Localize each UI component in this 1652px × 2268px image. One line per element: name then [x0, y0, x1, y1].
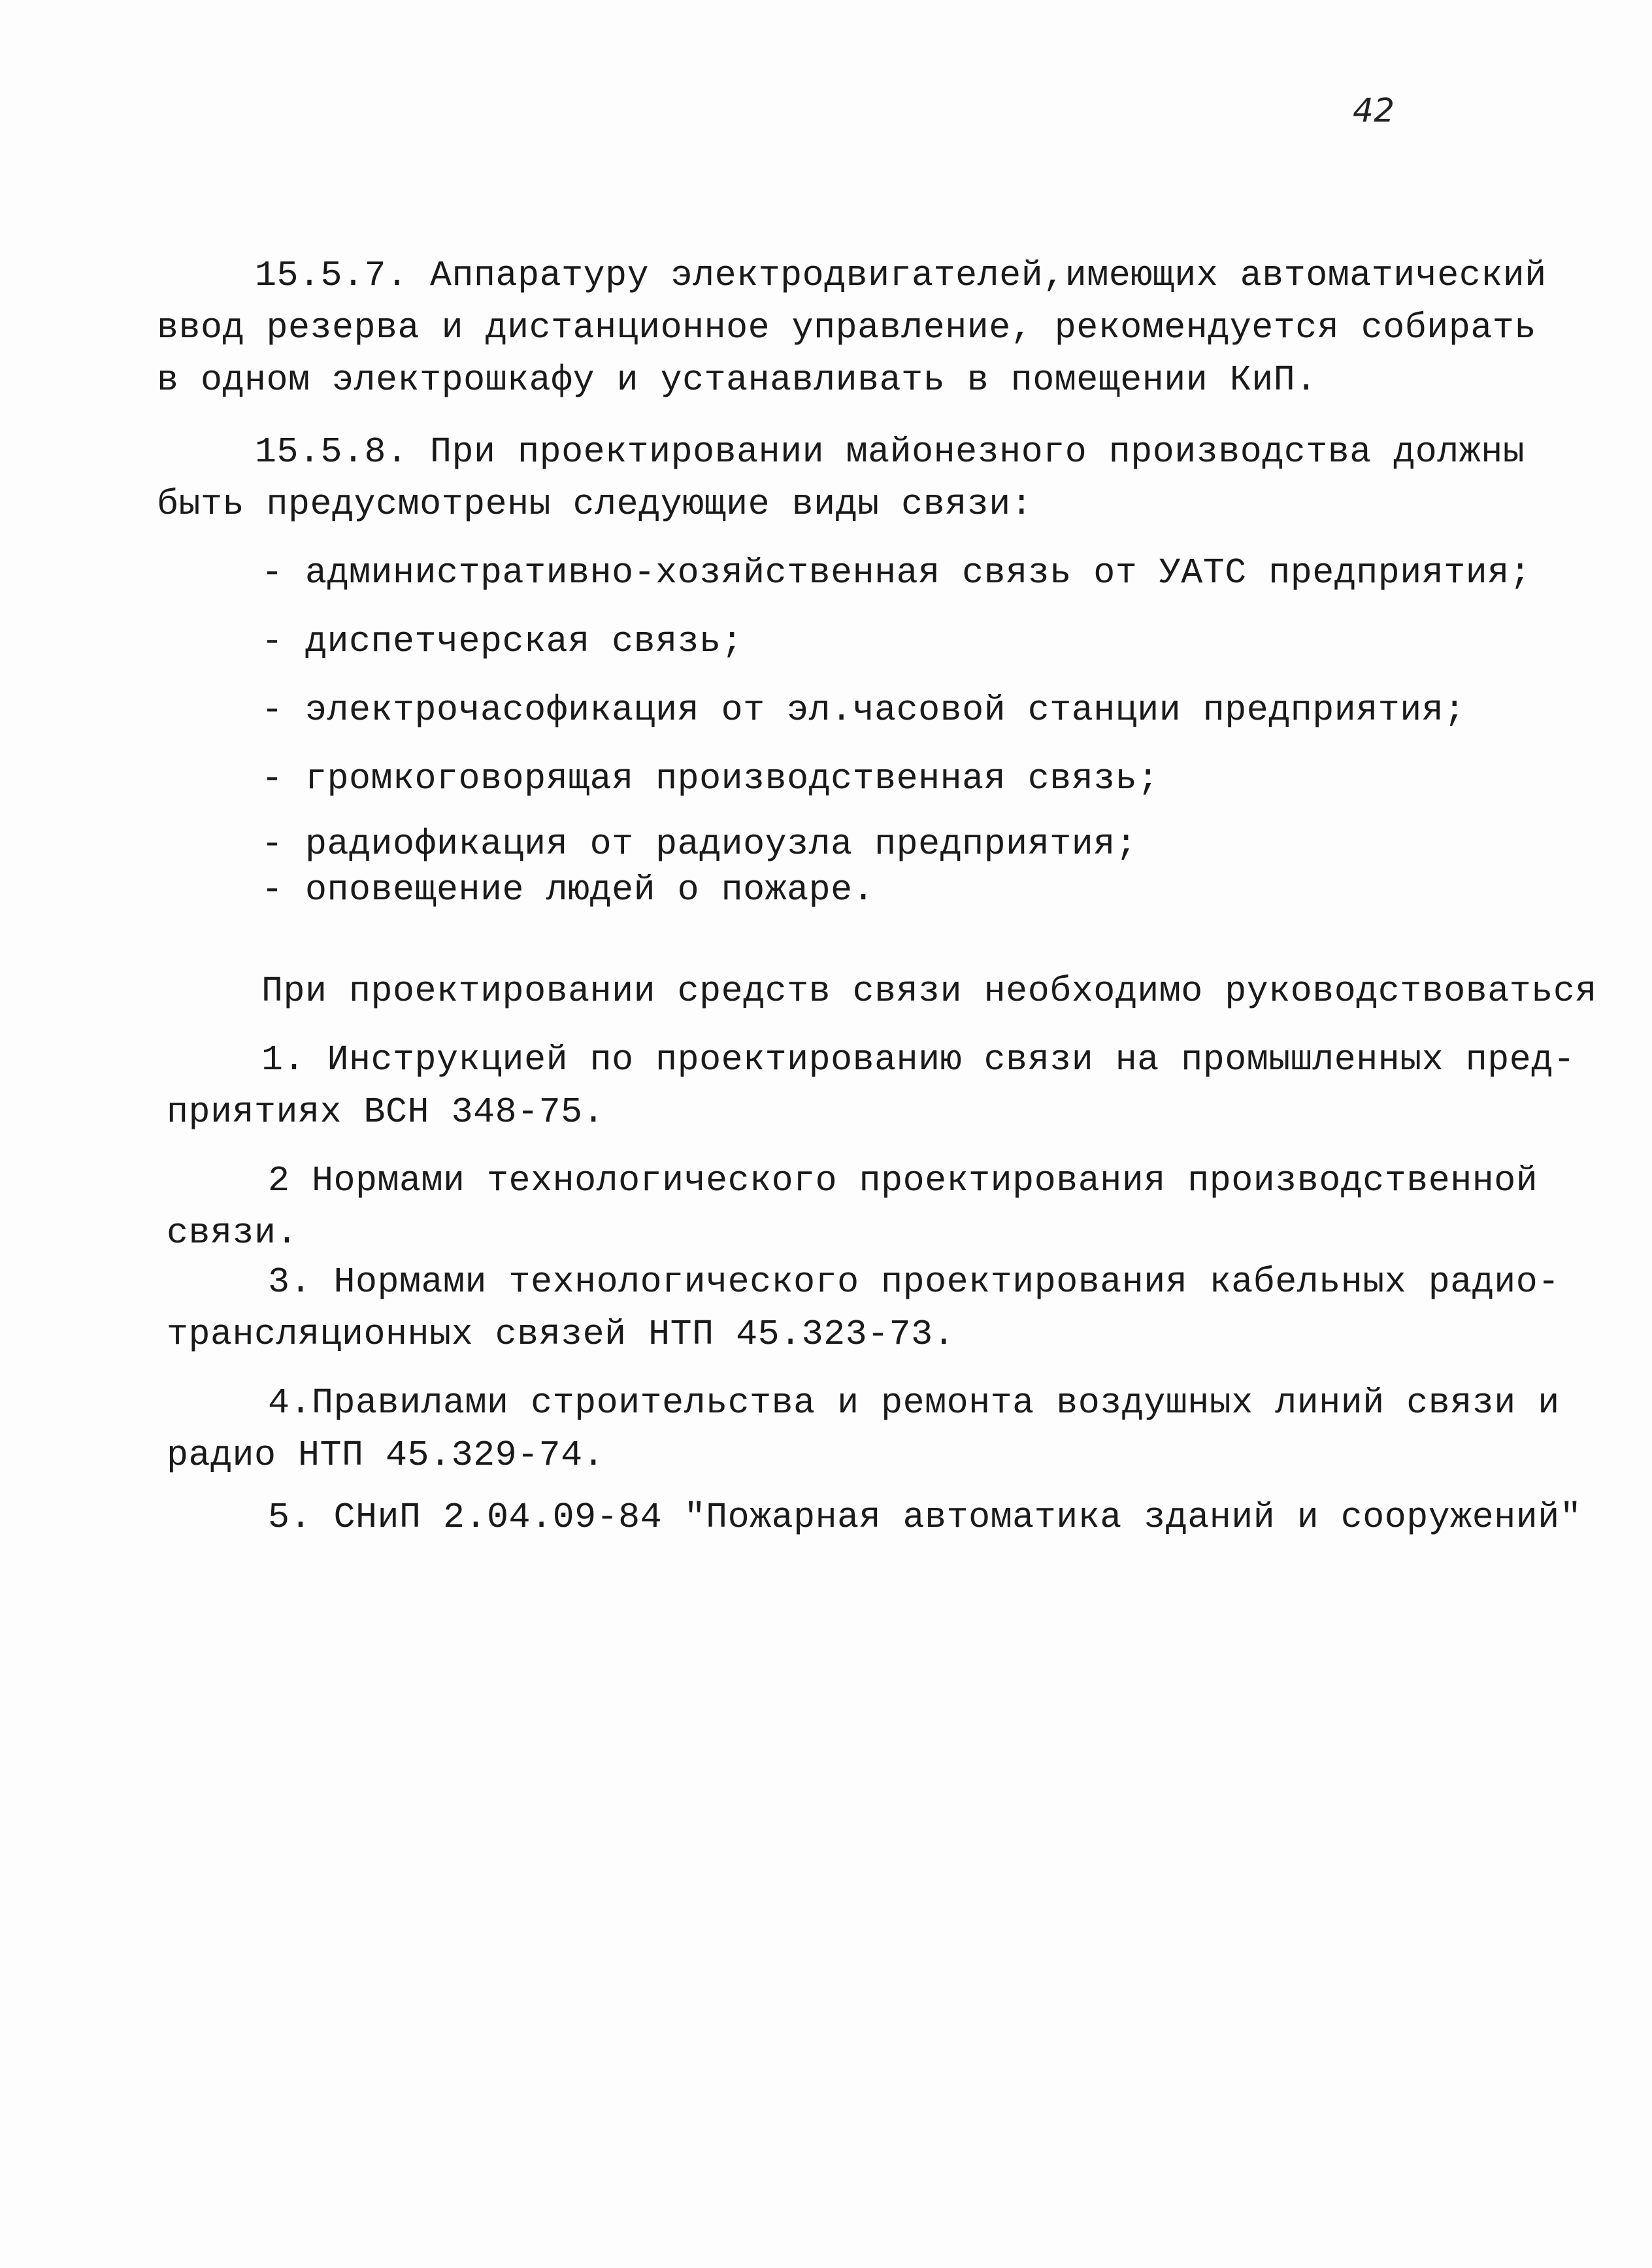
page-number: 42	[1353, 92, 1395, 129]
section-15-5-7-line-2: ввод резерва и дистанционное управление, рекомендуется собирать	[157, 307, 1536, 348]
reference-4-line-2: радио НТП 45.329-74.	[167, 1435, 605, 1476]
reference-2-line-2: связи.	[167, 1212, 299, 1254]
section-15-5-8-line-2: быть предусмотрены следующие виды связи:	[157, 484, 1033, 525]
reference-1-line-2: приятиях ВСН 348-75.	[167, 1092, 605, 1133]
section-15-5-7-line-1: 15.5.7. Аппаратуру электродвигателей,имеющих автоматический	[255, 255, 1547, 296]
reference-3-line-1: 3. Нормами технологического проектирования кабельных радио-	[268, 1261, 1560, 1303]
list-item: - громкоговорящая производственная связь;	[261, 758, 1159, 799]
list-item: - радиофикация от радиоузла предприятия;	[261, 824, 1138, 865]
reference-2-line-1: 2 Нормами технологического проектирования производственной	[268, 1160, 1538, 1201]
reference-1-line-1: 1. Инструкцией по проектированию связи на промышленных пред-	[261, 1039, 1576, 1080]
list-item: - административно-хозяйственная связь от УАТС предприятия;	[261, 552, 1532, 593]
list-item: - диспетчерская связь;	[261, 621, 744, 662]
list-item: - оповещение людей о пожаре.	[261, 869, 875, 910]
guidance-intro: При проектировании средств связи необходимо руководствоваться	[261, 971, 1597, 1012]
reference-4-line-1: 4.Правилами строительства и ремонта воздушных линий связи и	[268, 1382, 1560, 1424]
section-15-5-7-line-3: в одном электрошкафу и устанавливать в помещении КиП.	[157, 359, 1317, 401]
reference-3-line-2: трансляционных связей НТП 45.323-73.	[167, 1314, 955, 1355]
reference-5-line-1: 5. СНиП 2.04.09-84 "Пожарная автоматика зданий и сооружений"	[268, 1497, 1582, 1538]
section-15-5-8-line-1: 15.5.8. При проектировании майонезного производства должны	[255, 431, 1525, 473]
list-item: - электрочасофикация от эл.часовой станции предприятия;	[261, 690, 1466, 731]
